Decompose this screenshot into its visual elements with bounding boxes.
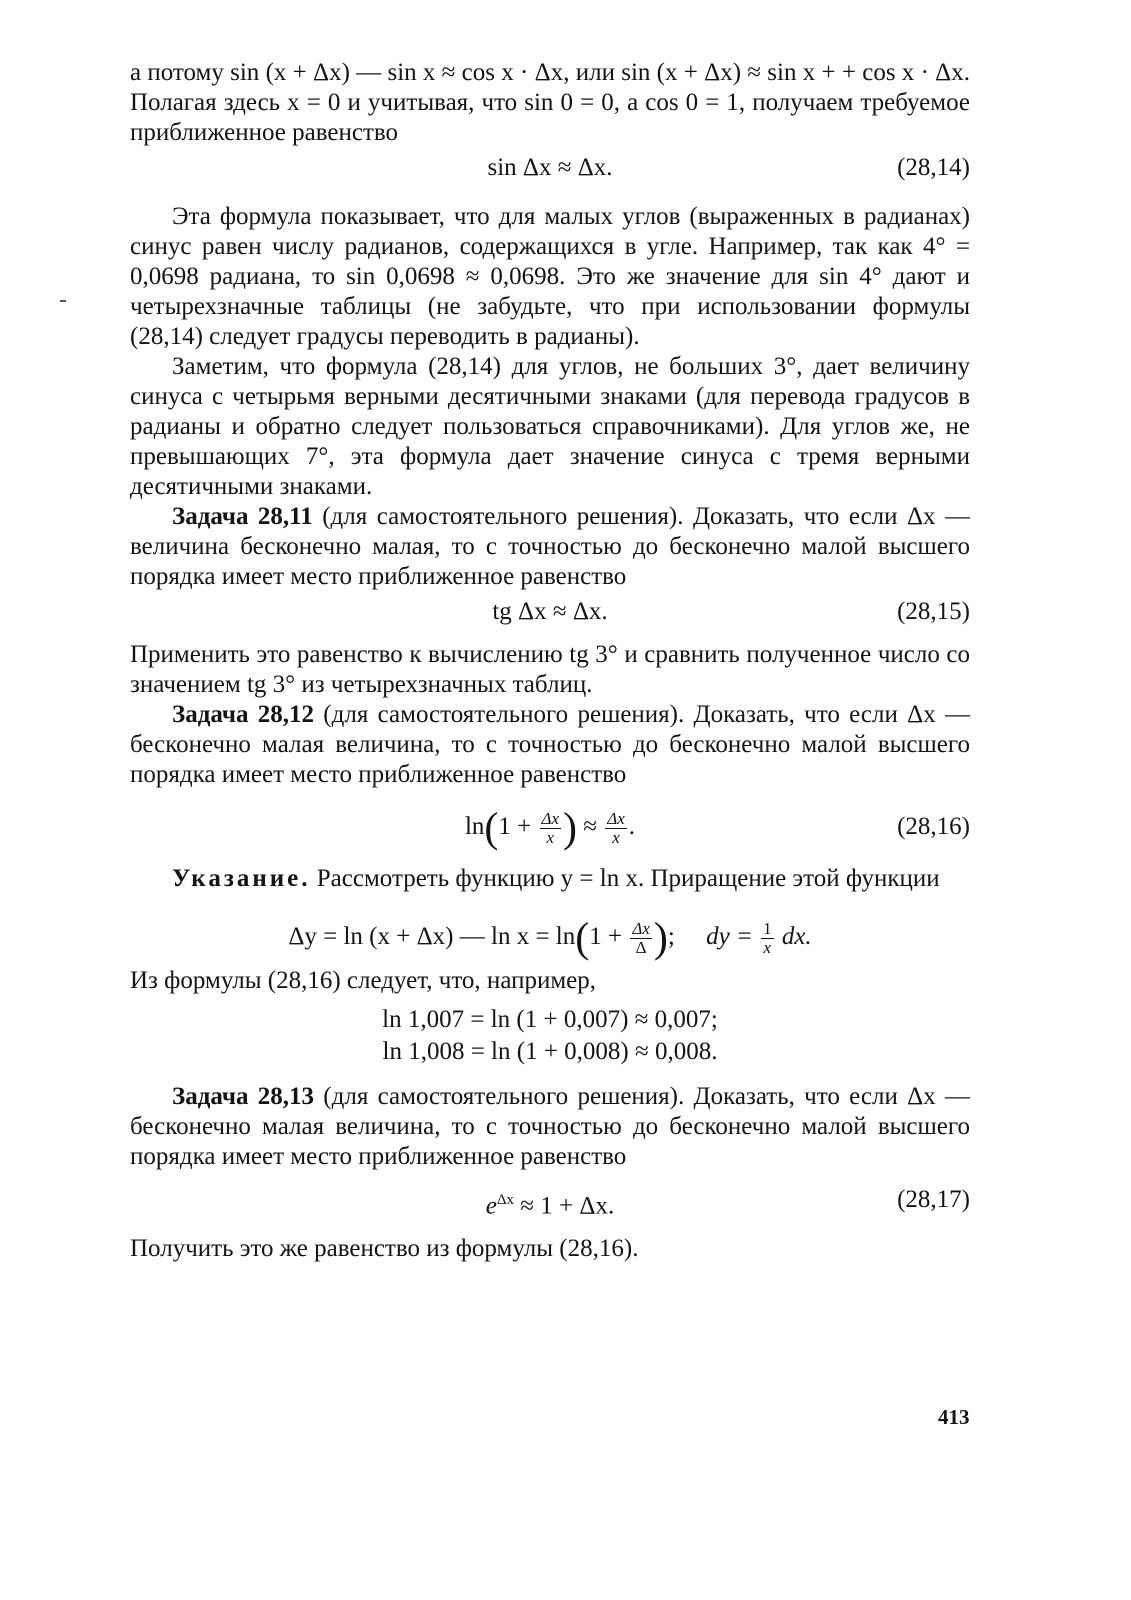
task-28-12-label: Задача 28,12 <box>172 701 314 728</box>
equation-28-14-number: (28,14) <box>897 154 970 181</box>
eq-dy-semicolon: ; <box>667 923 675 950</box>
equation-dy <box>130 908 970 966</box>
equation-28-17 <box>130 1180 970 1220</box>
eq-dy-right-paren: ) <box>653 915 668 962</box>
eq17-exponent: Δx <box>496 1192 515 1208</box>
eq-dy-one-over-x-num: 1 <box>763 918 772 938</box>
task-28-11-text: (для самостоятельного решения). Доказать, что если Δx — величина бесконечно малая, то с точностью до бесконечно малой высшего порядка имеет место приближенное равенство <box>130 503 971 590</box>
paragraph-3: Заметим, что формула (28,14) для углов, не больших 3°, дает величину синуса с четырьмя верными десятичными знаками (для перевода градусов в радианы и обратно следует пользоваться справочниками). Для углов же, не превышающих 7°, эта формула дает значение синуса с тремя верными десятичными знаками. <box>130 353 970 500</box>
paragraph-4: Применить это равенство к вычислению tg 3° и сравнить полученное число со значением tg 3° из четырехзначных таблиц. <box>130 641 970 698</box>
equation-28-16 <box>130 798 970 856</box>
eq-dy-dy: dy = <box>706 923 753 950</box>
equation-28-16-number: (28,16) <box>897 813 970 840</box>
hint <box>130 864 970 894</box>
eq17-rest: ≈ 1 + Δx. <box>514 1192 615 1220</box>
eq-dy-one-over-x-den: x <box>763 937 772 957</box>
eq-dy-left: Δy = ln (x + Δx) — ln x = ln <box>288 923 576 950</box>
equation-28-15-number: (28,15) <box>897 598 970 625</box>
paragraph-1: а потому sin (x + Δx) — sin x ≈ cos x · Δx, или sin (x + Δx) ≈ sin x + + cos x · Δx. Полагая здесь x = 0 и учитывая, что sin 0 = 0, а cos 0 = 1, получаем требуемое приближенное равенство <box>130 59 970 146</box>
page-text <box>130 58 970 1264</box>
task-28-13 <box>130 1082 970 1172</box>
page-number: 413 <box>938 1405 970 1429</box>
eq16-left-paren: ( <box>484 805 499 852</box>
paragraph-5: Из формулы (28,16) следует, что, например, <box>130 967 597 994</box>
hint-text: Рассмотреть функцию y = ln x. Приращение этой функции <box>310 865 940 892</box>
paragraph-6: Получить это же равенство из формулы (28,16). <box>130 1235 639 1262</box>
task-28-13-text: (для самостоятельного решения). Доказать, что если Δx — бесконечно малая величина, то с точностью до бесконечно малой высшего порядка имеет место приближенное равенство <box>130 1083 970 1170</box>
scan-speck <box>60 300 66 302</box>
paragraph-2: Эта формула показывает, что для малых углов (выраженных в радианах) синус равен числу радианов, содержащихся в угле. Например, так как 4° = 0,0698 радиана, то sin 0,0698 ≈ 0,0698. Это же значение для sin 4° дают и четырехзначные таблицы (не забудьте, что при использовании формулы (28,14) следует градусы переводить в радианы). <box>130 203 970 350</box>
ln-example-1: ln 1,007 = ln (1 + 0,007) ≈ 0,007; <box>382 1006 718 1033</box>
eq16-ln: ln <box>464 813 485 840</box>
task-28-13-label: Задача 28,13 <box>172 1083 314 1110</box>
eq-dy-left-paren: ( <box>575 915 590 962</box>
eq16-rhs-fraction <box>605 810 627 847</box>
equation-28-14-body: sin Δx ≈ Δx. <box>487 154 613 181</box>
eq16-rhs-den: x <box>612 827 620 847</box>
eq16-fraction <box>540 810 562 847</box>
task-28-12-text: (для самостоятельного решения). Доказать, что если Δx — бесконечно малая величина, то с точностью до бесконечно малой высшего порядка имеет место приближенное равенство <box>130 701 970 788</box>
hint-label: Указание. <box>172 865 311 892</box>
equation-28-15-body: tg Δx ≈ Δx. <box>492 598 608 625</box>
eq16-fraction-num: Δx <box>541 808 560 828</box>
ln-example-2: ln 1,008 = ln (1 + 0,008) ≈ 0,008. <box>382 1038 718 1065</box>
equation-28-15 <box>130 592 970 632</box>
task-28-11 <box>130 502 970 592</box>
eq-dy-dx: dx. <box>781 923 812 950</box>
eq16-right-paren: ) <box>563 805 578 852</box>
eq16-end: . <box>628 813 636 840</box>
eq-dy-fraction <box>630 920 652 957</box>
eq-dy-one: 1 + <box>589 923 623 950</box>
eq-dy-fraction-den: Δ <box>635 937 647 957</box>
eq-dy-fraction-num: Δx <box>632 918 650 938</box>
eq16-approx: ≈ <box>583 813 598 840</box>
eq17-e: e <box>485 1192 497 1220</box>
task-28-12 <box>130 700 970 790</box>
eq16-one: 1 + <box>498 813 532 840</box>
equation-28-14 <box>130 148 970 188</box>
task-28-11-label: Задача 28,11 <box>172 503 313 530</box>
eq-dy-one-over-x <box>761 920 774 957</box>
eq16-fraction-den: x <box>546 827 555 847</box>
ln-examples <box>130 1004 970 1068</box>
eq16-rhs-num: Δx <box>607 808 625 828</box>
equation-28-17-number: (28,17) <box>897 1186 970 1213</box>
